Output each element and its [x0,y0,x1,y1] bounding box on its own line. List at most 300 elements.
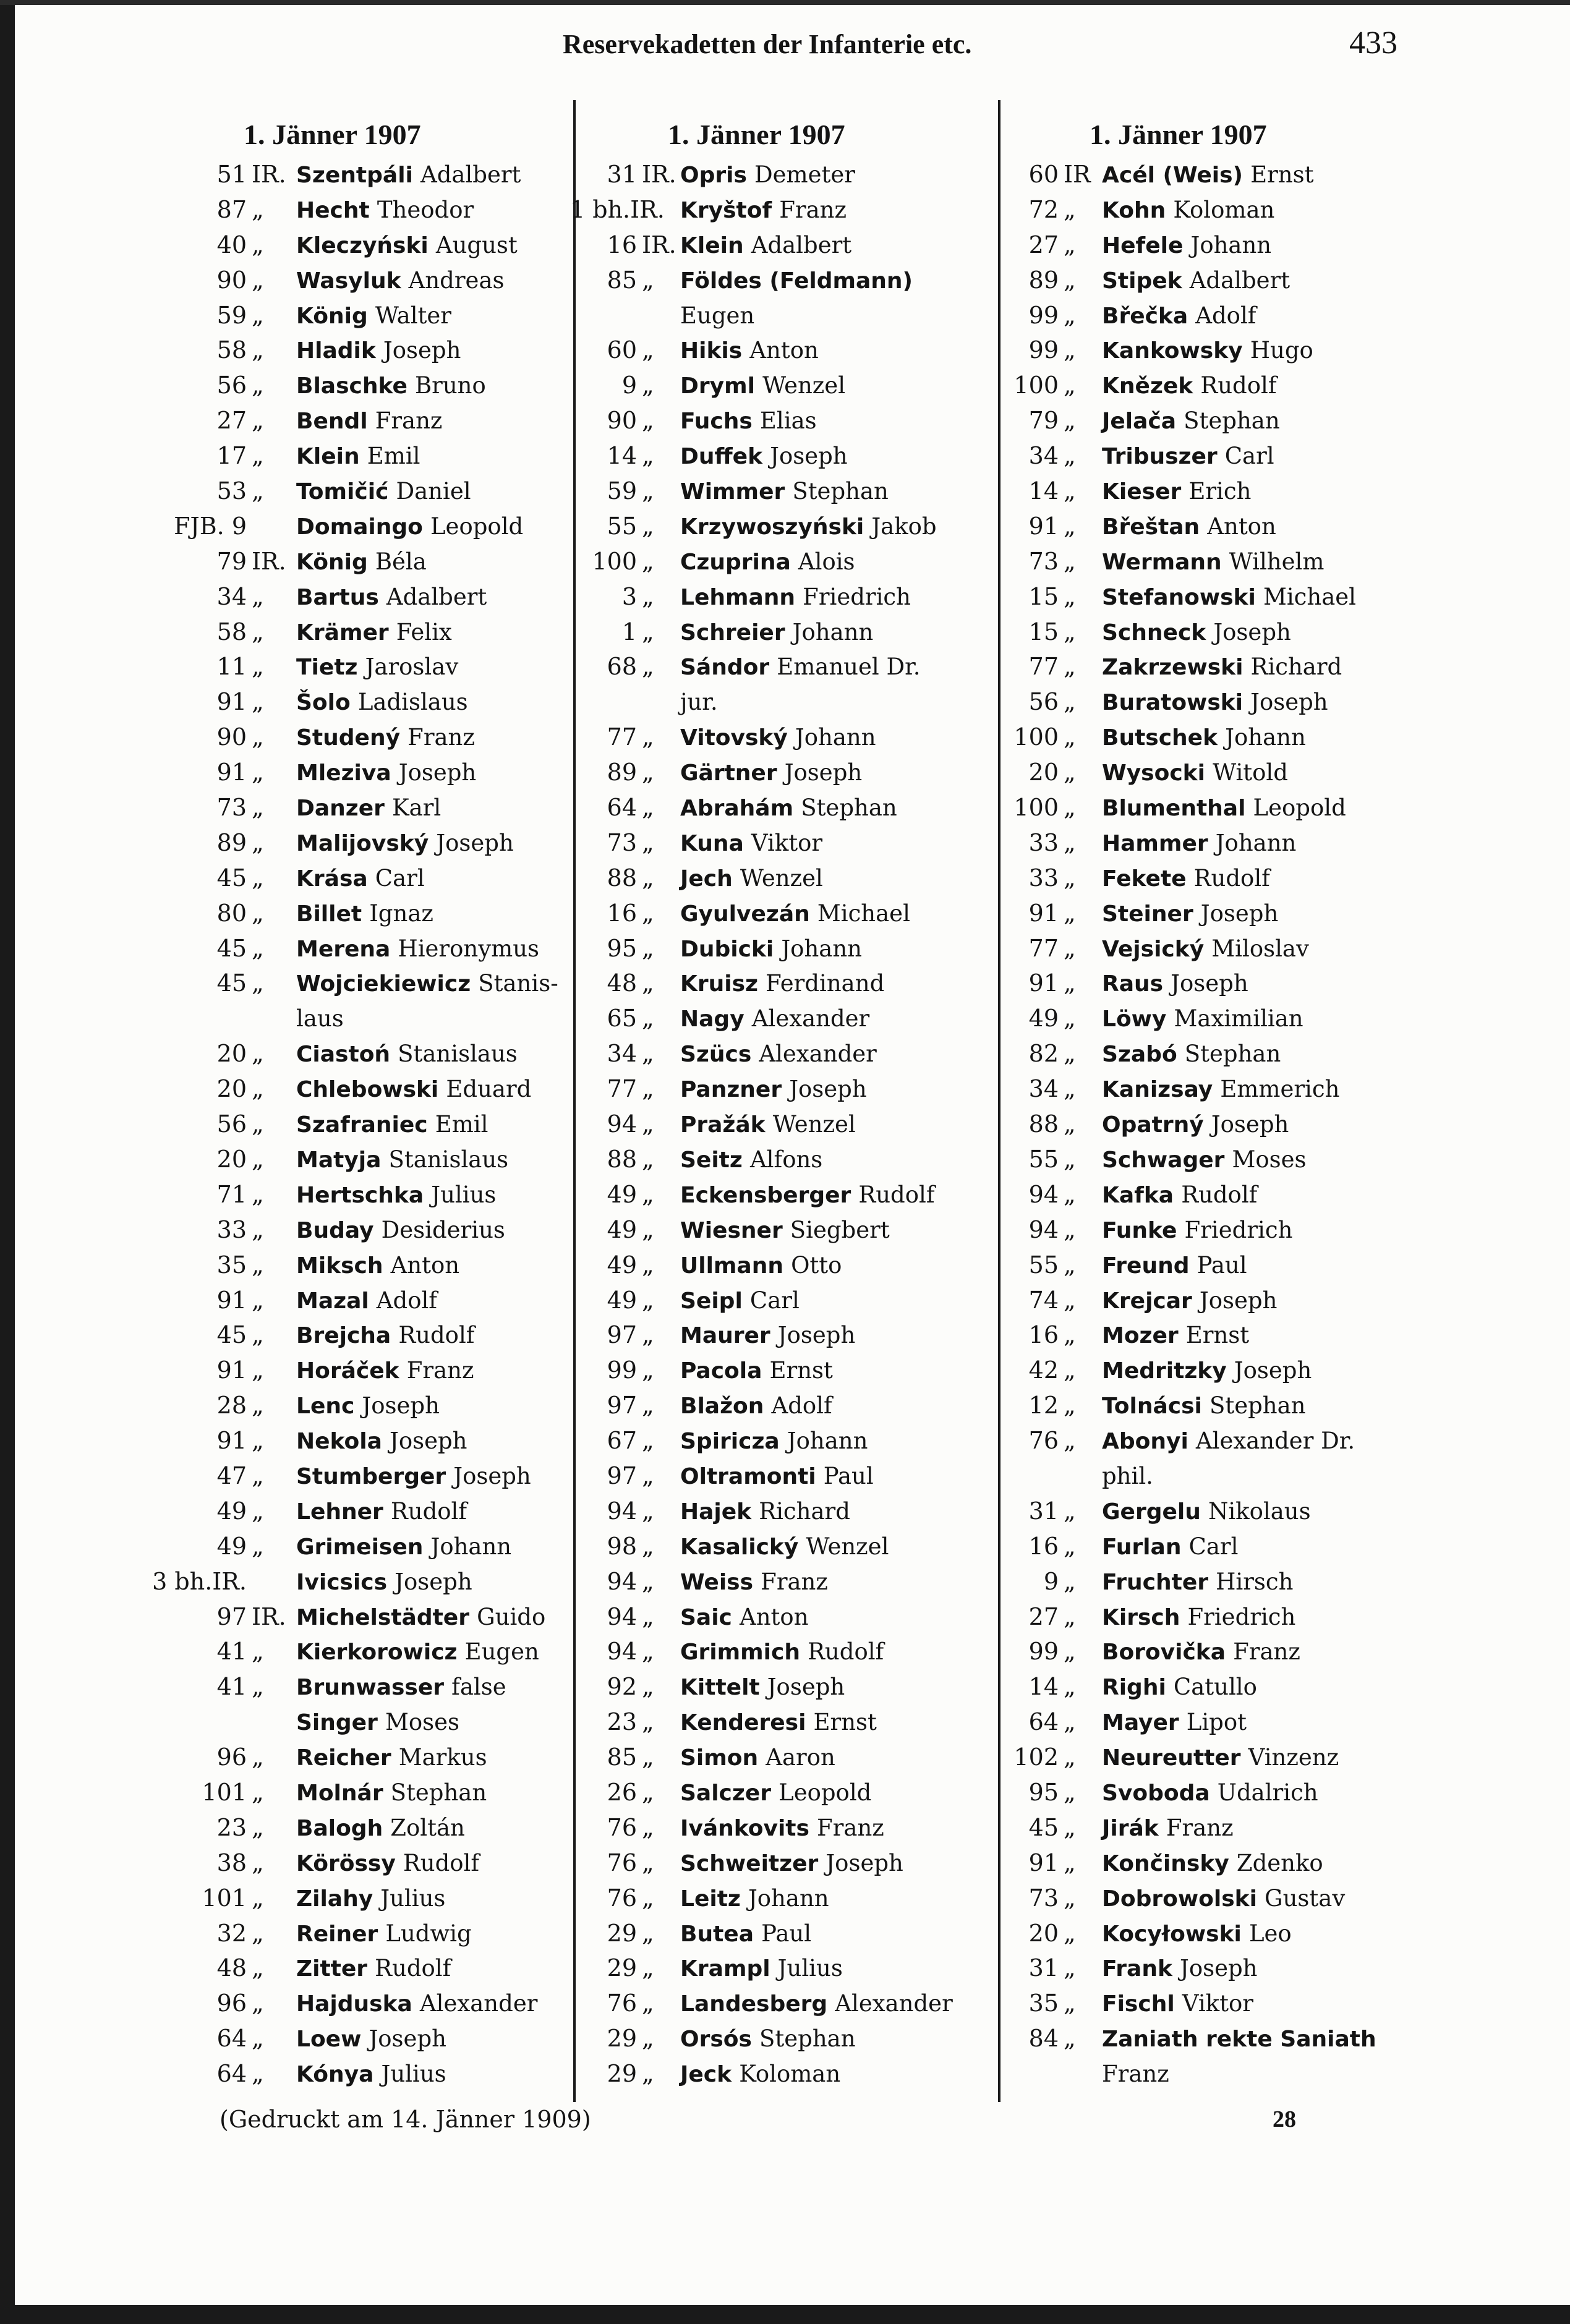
cadet-name [673,1317,855,1354]
cadet-name [673,1353,833,1389]
column-heading: 1. Jänner 1907 [668,119,845,150]
regiment-number: 16 [1028,1532,1059,1560]
given-name: Adalbert [751,231,852,258]
list-item [570,1705,966,1740]
list-item [151,1388,547,1423]
list-item [151,1599,547,1635]
given-name: Leopold [430,513,524,540]
cadet-name [1094,1740,1339,1776]
regiment-number: 15 [1028,582,1059,610]
regiment-number: 34 [216,582,247,610]
regiment-number: 73 [1028,547,1059,575]
given-name: Joseph [362,1392,440,1420]
cadet-name [289,931,539,968]
given-name: Joseph [436,829,514,856]
regiment-number: 91 [216,1286,247,1314]
list-item [570,438,966,474]
unit-abbreviation: „ [1064,582,1076,610]
given-name: Rudolf [403,1849,480,1876]
surname: Abrahám [680,796,794,822]
unit-abbreviation: „ [1064,1427,1076,1455]
surname: Břečka [1102,303,1188,329]
regiment-number: 100 [1013,723,1059,751]
unit-abbreviation: „ [642,1567,654,1595]
surname: Neureutter [1102,1745,1241,1771]
unit-abbreviation: „ [252,1954,264,1982]
surname: Tolnácsi [1102,1394,1202,1420]
given-name: Richard [1250,653,1342,681]
cadet-name [673,1564,828,1601]
list-item [151,1564,547,1599]
regiment-number: 59 [607,477,637,505]
cadet-name [1094,1564,1293,1601]
unit-abbreviation: „ [642,1462,654,1489]
cadet-name [289,1142,508,1178]
list-item [1003,1388,1399,1423]
list-item [1003,1916,1399,1951]
surname: Klein [296,444,360,470]
unit-abbreviation: „ [642,582,654,610]
given-name: Elias [759,407,817,435]
regiment-number: 64 [216,2025,247,2053]
unit-abbreviation: „ [252,336,264,364]
regiment-number: 49 [607,1215,637,1243]
regiment-number: 64 [216,2060,247,2088]
regiment-number: FJB. 9 [174,512,247,540]
regiment-number: 60 [607,336,637,364]
unit-abbreviation: „ [1064,1884,1076,1912]
regiment-number: 89 [1028,266,1059,294]
cadet-name [673,1740,835,1776]
list-item [570,649,966,684]
surname: Miksch [296,1253,383,1279]
regiment-number: 9 [1043,1567,1059,1595]
given-name: Alexander [751,1005,870,1032]
regiment-number: 67 [607,1427,637,1455]
unit-abbreviation: „ [1064,442,1076,470]
list-item [570,298,966,333]
surname: Zaniath rekte Saniath [1102,2027,1376,2053]
regiment-number: 95 [607,934,637,962]
given-name: Emil [435,1111,488,1138]
list-item [570,1317,966,1353]
list-item [151,790,547,825]
given-name: Paul [823,1462,874,1489]
cadet-name [1094,579,1356,616]
list-item [151,544,547,579]
cadet-name [673,861,823,897]
given-name: Paul [1197,1251,1247,1279]
regiment-number: 77 [1028,934,1059,962]
cadet-name [1094,192,1274,229]
cadet-name [289,1669,506,1706]
given-name: Emil [367,443,420,470]
regiment-number: 34 [1028,442,1059,470]
unit-abbreviation: „ [252,1356,264,1384]
surname: Nekola [296,1429,382,1455]
surname: Opris [680,163,747,188]
list-item [1003,1317,1399,1353]
given-name: Aaron [766,1744,835,1771]
unit-abbreviation: „ [642,1356,654,1384]
list-item [1003,1001,1399,1036]
unit-abbreviation: „ [1064,1849,1076,1876]
regiment-number: 56 [216,372,247,399]
column-heading: 1. Jänner 1907 [1090,119,1267,150]
list-item [151,720,547,755]
unit-abbreviation: „ [642,1990,654,2017]
surname: Končinsky [1102,1850,1229,1876]
regiment-number: 74 [1028,1286,1059,1314]
unit-abbreviation: „ [642,1251,654,1279]
surname: Hajek [680,1499,752,1525]
cadet-name [1094,1986,1253,2022]
surname: Brunwasser [296,1675,445,1701]
surname: Lenc [296,1394,355,1420]
cadet-name [673,474,889,510]
given-name: Adolf [376,1287,438,1314]
given-name: Zdenko [1236,1849,1323,1876]
unit-abbreviation: „ [642,512,654,540]
unit-abbreviation: „ [252,442,264,470]
list-item [1003,544,1399,579]
given-name: Zoltán [390,1814,465,1841]
regiment-number: 56 [1028,688,1059,716]
surname: Raus [1102,971,1164,997]
list-item [1003,1775,1399,1810]
list-item [570,615,966,650]
regiment-number: 9 [621,372,637,399]
surname: Molnár [296,1780,383,1806]
list-item [1003,1740,1399,1775]
list-item [1003,438,1399,474]
cadet-name [1094,1353,1312,1389]
given-name: Vinzenz [1248,1744,1339,1771]
regiment-number: 45 [216,864,247,892]
regiment-number: 33 [216,1215,247,1243]
cadet-name [289,1740,487,1776]
regiment-number: 34 [1028,1075,1059,1103]
cadet-name [1094,544,1324,581]
list-item [1003,931,1399,966]
surname: Kanizsay [1102,1077,1213,1103]
cadet-name [289,1986,537,2022]
cadet-name [673,1458,874,1495]
given-name: Koloman [739,2061,841,2088]
list-item [570,368,966,403]
list-item [570,1142,966,1177]
cadet-name [1094,438,1274,475]
list-item [1003,1353,1399,1388]
regiment-number: 91 [216,759,247,786]
unit-abbreviation: „ [642,372,654,399]
cadet-name [673,1529,889,1565]
surname: Sándor [680,655,770,681]
cadet-name [673,263,913,299]
surname: Krása [296,866,368,892]
given-name: false [451,1674,506,1701]
surname: Malijovský [296,830,429,856]
surname: Vitovský [680,725,788,751]
list-item [570,1529,966,1564]
list-item [1003,755,1399,790]
unit-abbreviation: „ [642,828,654,856]
surname: Szücs [680,1042,752,1068]
cadet-name [289,1775,487,1811]
cadet-name [289,825,514,862]
column-2 [570,116,966,2092]
regiment-number: 58 [216,618,247,645]
given-name: Joseph [1211,1111,1289,1138]
list-item [570,720,966,755]
regiment-number: 33 [1028,828,1059,856]
surname: Merena [296,936,391,962]
given-name: Johann [792,618,874,645]
list-item [570,474,966,509]
unit-abbreviation: „ [252,266,264,294]
surname: Fuchs [680,409,753,435]
unit-abbreviation: „ [1064,1005,1076,1032]
unit-abbreviation: „ [252,1673,264,1701]
cadet-name [673,509,937,545]
regiment-number: 85 [607,266,637,294]
list-item [151,615,547,650]
given-name: Wilhelm [1229,548,1325,575]
unit-abbreviation: „ [642,1005,654,1032]
given-name: Ernst [1185,1322,1250,1349]
surname: Billet [296,901,362,927]
list-item [1003,1248,1399,1283]
cadet-name [289,1388,440,1424]
unit-abbreviation: „ [1064,1497,1076,1525]
list-item [1003,684,1399,720]
given-name: Johann [781,935,862,962]
cadet-name [289,1881,445,1917]
surname: Krämer [296,619,389,645]
cadet-name [1094,474,1251,510]
cadet-name [289,1705,459,1741]
list-item [1003,1986,1399,2021]
regiment-number: 33 [1028,864,1059,892]
given-name: Moses [385,1709,459,1736]
regiment-number: 101 [202,1778,247,1806]
regiment-number: 45 [216,969,247,997]
regiment-number: 27 [1028,1603,1059,1630]
cadet-name [1094,684,1328,721]
regiment-number: 49 [216,1532,247,1560]
unit-abbreviation: „ [642,1884,654,1912]
given-name: Anton [1207,513,1276,540]
surname: Körössy [296,1850,396,1876]
unit-abbreviation: „ [642,2025,654,2053]
regiment-number: 41 [216,1638,247,1666]
cadet-name [673,333,819,369]
cadet-name [289,1951,451,1987]
regiment-number: 55 [1028,1251,1059,1279]
surname: Kasalický [680,1534,799,1560]
given-name: August [435,231,518,258]
list-item [151,1740,547,1775]
given-name: Johann [1225,724,1306,751]
column-divider [998,100,1000,2102]
regiment-number: 29 [607,1919,637,1947]
running-header: Reservekadetten der Infanterie etc. [563,29,972,59]
cadet-name [1094,861,1270,897]
regiment-number: 88 [607,864,637,892]
surname: Fischl [1102,1991,1175,2017]
given-name: Stephan [1209,1392,1306,1420]
list-item [570,1001,966,1036]
list-item [151,1458,547,1494]
cadet-name [1094,1599,1295,1636]
cadet-name [289,474,471,510]
cadet-name [1094,1494,1311,1530]
regiment-number: 85 [607,1743,637,1771]
given-name: Johann [787,1428,868,1455]
regiment-number: 73 [216,794,247,822]
cadet-name [289,1283,437,1319]
surname: Krzywoszyński [680,514,864,540]
cadet-name [673,1705,877,1741]
cadet-name [1094,790,1346,827]
unit-abbreviation: „ [642,1497,654,1525]
list-item [151,861,547,896]
cadet-name [1094,509,1276,545]
unit-abbreviation: „ [252,195,264,223]
regiment-number: 91 [1028,512,1059,540]
unit-abbreviation: „ [642,1919,654,1947]
regiment-number: 82 [1028,1040,1059,1068]
list-item [570,1669,966,1705]
list-item [570,861,966,896]
cadet-name [673,966,884,1002]
surname: Zitter [296,1956,368,1982]
given-name: Miloslav [1211,935,1309,962]
unit-abbreviation: „ [252,1321,264,1349]
unit-abbreviation: „ [252,1215,264,1243]
unit-abbreviation: „ [642,1743,654,1771]
unit-abbreviation: „ [642,1110,654,1138]
regiment-number: 95 [1028,1778,1059,1806]
unit-abbreviation: „ [1064,828,1076,856]
list-item [151,509,547,544]
regiment-number: 89 [607,759,637,786]
given-name: Stephan [759,2025,856,2053]
unit-abbreviation: „ [252,723,264,751]
given-name: Johann [1190,231,1272,258]
surname: Schwager [1102,1147,1225,1173]
cadet-name [673,931,862,968]
regiment-number: 48 [607,969,637,997]
given-name: Joseph [369,2025,446,2053]
given-name: Friedrich [1184,1216,1293,1243]
surname: Domaingo [296,514,423,540]
cadet-name [289,1494,467,1530]
regiment-number: 29 [607,1954,637,1982]
given-name: Stanislaus [398,1041,518,1068]
cadet-name [673,1248,842,1284]
surname: Zakrzewski [1102,655,1244,681]
cadet-name [289,192,474,229]
list-item [1003,1212,1399,1248]
given-name: Joseph [1180,1955,1258,1982]
list-item [151,966,558,1001]
unit-abbreviation: „ [252,1145,264,1173]
surname: Břeštan [1102,514,1200,540]
surname: Reiner [296,1921,378,1947]
surname: Tietz [296,655,358,681]
given-name: Anton [390,1251,460,1279]
unit-abbreviation: „ [1064,477,1076,505]
list-item [151,1986,547,2021]
list-item [570,825,966,861]
regiment-number: 90 [216,723,247,751]
cadet-name [1094,1634,1300,1671]
cadet-name [1094,1916,1292,1952]
unit-abbreviation: „ [252,1075,264,1103]
list-item [1003,861,1399,896]
unit-abbreviation: „ [1064,934,1076,962]
list-item [1003,263,1399,298]
surname: Loew [296,2027,362,2053]
given-name: Otto [791,1251,842,1279]
given-name: Catullo [1173,1674,1257,1701]
list-item [151,1669,547,1705]
regiment-number: 76 [1028,1427,1059,1455]
surname: Szafraniec [296,1112,428,1138]
cadet-name [1094,720,1306,756]
list-item [1003,2056,1399,2092]
regiment-number: 94 [607,1638,637,1666]
unit-abbreviation: „ [252,301,264,329]
surname: Danzer [296,796,385,822]
unit-abbreviation: „ [252,2025,264,2053]
surname: Klein [680,232,744,258]
unit-abbreviation: „ [252,1462,264,1489]
unit-abbreviation: „ [1064,1603,1076,1630]
given-name: Wenzel [762,372,846,399]
list-item [570,228,966,263]
surname: Kirsch [1102,1604,1180,1630]
surname: Wasyluk [296,268,401,294]
list-item [151,1951,547,1986]
surname: Seitz [680,1147,743,1173]
given-name: Siegbert [790,1216,890,1243]
list-item [151,1107,547,1142]
regiment-number: 27 [216,407,247,435]
list-item [1003,649,1399,684]
regiment-number: 49 [607,1286,637,1314]
surname: Krejcar [1102,1288,1192,1314]
regiment-number: 12 [1028,1392,1059,1420]
surname: Zilahy [296,1886,373,1912]
unit-abbreviation: „ [1064,899,1076,927]
list-item [1003,1705,1399,1740]
list-item [1003,509,1399,544]
unit-abbreviation: „ [1064,1638,1076,1666]
given-name: Rudolf [375,1955,451,1982]
given-name: Wenzel [772,1111,856,1138]
surname: Brejcha [296,1323,391,1349]
list-item [570,931,966,966]
surname: Hladik [296,338,376,364]
given-name: Wenzel [740,864,823,892]
unit-abbreviation: „ [1064,1180,1076,1208]
unit-abbreviation: „ [1064,1990,1076,2017]
unit-abbreviation: „ [642,477,654,505]
regiment-number: 100 [592,547,637,575]
surname: Eckensberger [680,1182,851,1208]
